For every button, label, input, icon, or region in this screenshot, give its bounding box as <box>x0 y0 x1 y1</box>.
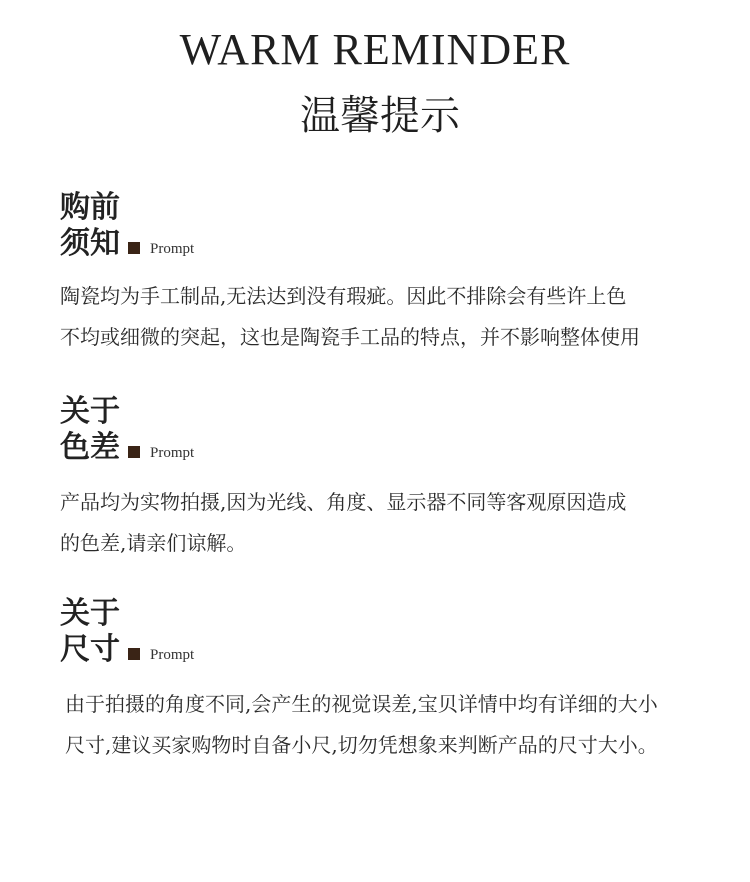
body-line: 的色差,请亲们谅解。 <box>60 531 247 555</box>
body-line: 不均或细微的突起，这也是陶瓷手工品的特点，并不影响整体使用 <box>60 325 640 349</box>
section-heading-line1: 关于 <box>60 394 120 429</box>
body-line: 产品均为实物拍摄,因为光线、角度、显示器不同等客观原因造成 <box>60 490 627 514</box>
prompt-tag: Prompt <box>150 647 195 663</box>
square-bullet-icon <box>128 242 140 254</box>
section-heading-row <box>60 632 720 668</box>
section-heading-line2: 色差 <box>60 430 120 465</box>
section-heading <box>60 394 720 466</box>
prompt-tag: Prompt <box>150 241 195 257</box>
section-size <box>60 596 720 766</box>
body-line: 由于拍摄的角度不同,会产生的视觉误差,宝贝详情中均有详细的大小 <box>65 692 658 716</box>
page-title-english: WARM REMINDER <box>179 25 571 74</box>
page-title-chinese: 温馨提示 <box>300 93 460 139</box>
section-body <box>60 684 720 766</box>
section-heading-line1: 购前 <box>60 190 120 225</box>
square-bullet-icon <box>128 446 140 458</box>
section-color-difference <box>60 394 720 564</box>
body-line: 尺寸,建议买家购物时自备小尺,切勿凭想象来判断产品的尺寸大小。 <box>65 733 658 757</box>
square-bullet-icon <box>128 648 140 660</box>
section-body <box>60 276 720 358</box>
section-heading-row <box>60 226 720 262</box>
section-heading-line2: 须知 <box>60 226 120 261</box>
section-heading-line2: 尺寸 <box>60 632 120 667</box>
section-body <box>60 482 720 564</box>
body-line: 陶瓷均为手工制品,无法达到没有瑕疵。因此不排除会有些许上色 <box>60 284 627 308</box>
section-before-purchase <box>60 190 720 358</box>
section-heading <box>60 596 720 668</box>
section-heading <box>60 190 720 262</box>
section-heading-row <box>60 430 720 466</box>
section-heading-line1: 关于 <box>60 596 120 631</box>
prompt-tag: Prompt <box>150 445 195 461</box>
